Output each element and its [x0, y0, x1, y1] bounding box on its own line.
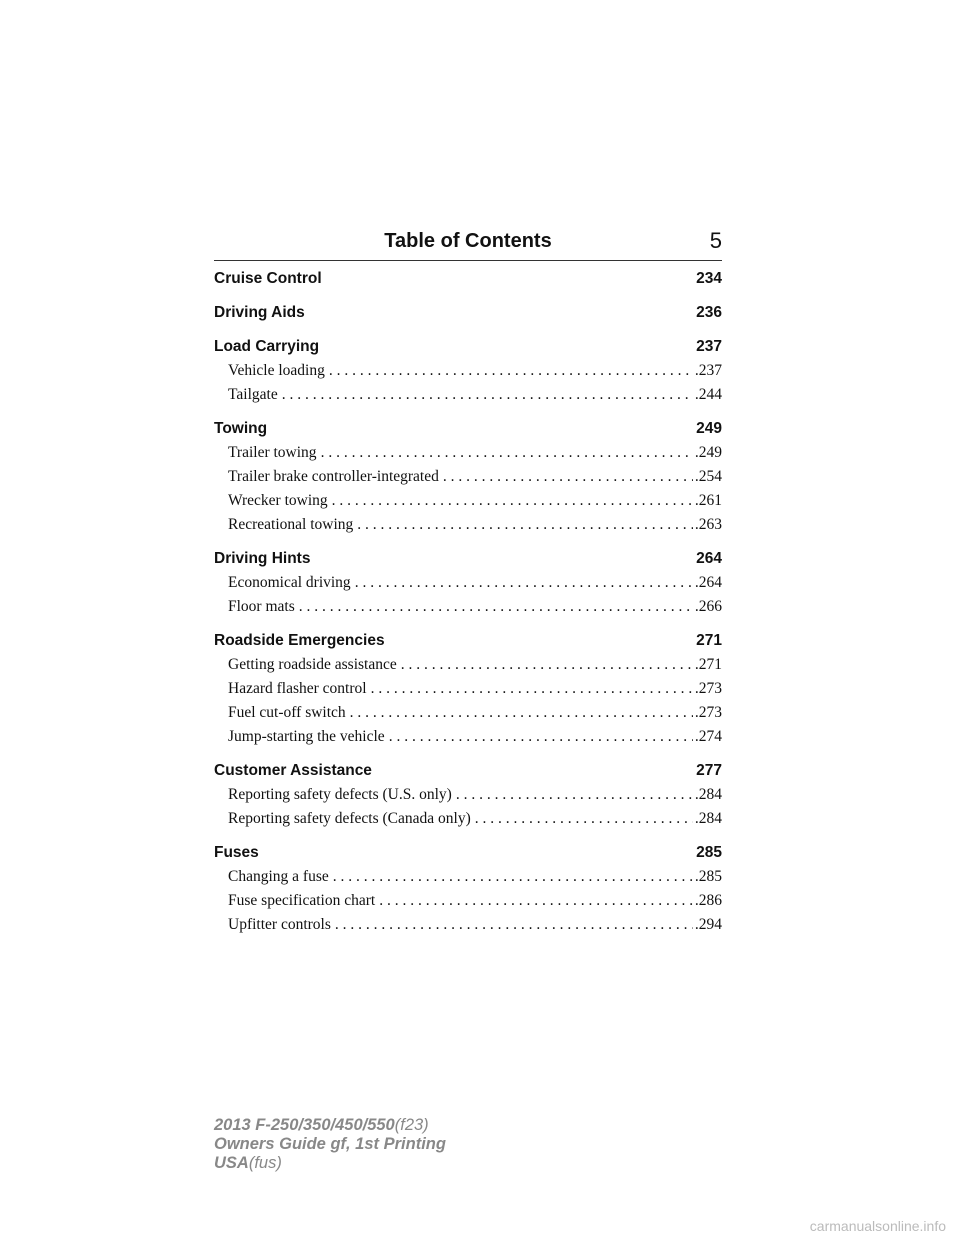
entry-page: .261	[694, 492, 722, 509]
toc-entry[interactable]	[228, 677, 722, 701]
toc-section-heading[interactable]	[214, 758, 722, 783]
entry-page: .273	[694, 680, 722, 697]
section-page: 264	[696, 550, 722, 567]
dot-leader	[379, 889, 693, 913]
toc-section	[214, 758, 722, 831]
toc-entry[interactable]	[228, 653, 722, 677]
entry-label: Getting roadside assistance	[228, 656, 397, 673]
dot-leader	[443, 465, 693, 489]
entry-label: Changing a fuse	[228, 868, 329, 885]
entry-label: Reporting safety defects (U.S. only)	[228, 786, 452, 803]
section-title: Driving Aids	[214, 304, 305, 321]
toc-section	[214, 266, 722, 291]
entry-label: Fuse specification chart	[228, 892, 376, 909]
toc-section-heading[interactable]	[214, 300, 722, 325]
entry-label: Tailgate	[228, 386, 278, 403]
entry-label: Jump-starting the vehicle	[228, 728, 385, 745]
dot-leader	[332, 489, 693, 513]
toc-section-heading[interactable]	[214, 416, 722, 441]
section-title: Roadside Emergencies	[214, 632, 385, 649]
toc-section	[214, 628, 722, 749]
dot-leader	[329, 359, 693, 383]
toc-entry[interactable]	[228, 913, 722, 937]
toc-section-heading[interactable]	[214, 334, 722, 359]
entry-page: .263	[694, 516, 722, 533]
entry-label: Reporting safety defects (Canada only)	[228, 810, 471, 827]
footer-line-3: USA(fus)	[214, 1154, 282, 1172]
dot-leader	[350, 701, 693, 725]
entry-label: Upfitter controls	[228, 916, 331, 933]
dot-leader	[371, 677, 693, 701]
dot-leader	[389, 725, 693, 749]
section-title: Fuses	[214, 844, 259, 861]
toc-entry[interactable]	[228, 383, 722, 407]
toc-entry[interactable]	[228, 783, 722, 807]
toc-section	[214, 546, 722, 619]
toc-entry[interactable]	[228, 359, 722, 383]
toc-entry[interactable]	[228, 489, 722, 513]
section-title: Customer Assistance	[214, 762, 372, 779]
toc-section	[214, 300, 722, 325]
entry-label: Floor mats	[228, 598, 295, 615]
dot-leader	[333, 865, 693, 889]
entry-page: .273	[694, 704, 722, 721]
dot-leader	[299, 595, 693, 619]
dot-leader	[475, 807, 693, 831]
section-page: 234	[696, 270, 722, 287]
entry-page: .286	[694, 892, 722, 909]
section-page: 237	[696, 338, 722, 355]
dot-leader	[357, 513, 693, 537]
entry-page: .264	[694, 574, 722, 591]
entry-label: Vehicle loading	[228, 362, 325, 379]
dot-leader	[321, 441, 693, 465]
entry-page: .266	[694, 598, 722, 615]
entry-label: Wrecker towing	[228, 492, 328, 509]
toc-section-heading[interactable]	[214, 546, 722, 571]
entry-page: .285	[694, 868, 722, 885]
section-title: Driving Hints	[214, 550, 311, 567]
toc-section	[214, 334, 722, 407]
toc-section	[214, 840, 722, 937]
toc-entry[interactable]	[228, 595, 722, 619]
toc-entry[interactable]	[228, 513, 722, 537]
entry-page: .284	[694, 786, 722, 803]
entry-label: Fuel cut-off switch	[228, 704, 346, 721]
entry-page: .274	[694, 728, 722, 745]
dot-leader	[355, 571, 693, 595]
section-title: Load Carrying	[214, 338, 320, 355]
footer-line-2: Owners Guide gf, 1st Printing	[214, 1135, 446, 1153]
toc-section-heading[interactable]	[214, 628, 722, 653]
toc-entry[interactable]	[228, 807, 722, 831]
entry-page: .294	[694, 916, 722, 933]
table-of-contents	[214, 266, 722, 946]
toc-entry[interactable]	[228, 865, 722, 889]
page-title: Table of Contents	[384, 230, 552, 252]
footer-line-1: 2013 F-250/350/450/550(f23)	[214, 1116, 429, 1134]
entry-page: .271	[694, 656, 722, 673]
footer	[214, 1116, 446, 1173]
toc-entry[interactable]	[228, 701, 722, 725]
section-page: 277	[696, 762, 722, 779]
entry-label: Trailer towing	[228, 444, 317, 461]
entry-page: .237	[694, 362, 722, 379]
page-header	[214, 228, 722, 261]
section-title: Towing	[214, 420, 268, 437]
section-page: 271	[696, 632, 722, 649]
section-page: 285	[696, 844, 722, 861]
section-page: 236	[696, 304, 722, 321]
entry-label: Trailer brake controller-integrated	[228, 468, 439, 485]
toc-section-heading[interactable]	[214, 840, 722, 865]
section-title: Cruise Control	[214, 270, 322, 287]
section-page: 249	[696, 420, 722, 437]
entry-label: Hazard flasher control	[228, 680, 367, 697]
entry-page: .254	[694, 468, 722, 485]
entry-page: .284	[694, 810, 722, 827]
toc-section-heading[interactable]	[214, 266, 722, 291]
entry-label: Recreational towing	[228, 516, 354, 533]
dot-leader	[401, 653, 693, 677]
toc-entry[interactable]	[228, 889, 722, 913]
page-number: 5	[709, 228, 722, 253]
watermark: carmanualsonline.info	[809, 1218, 946, 1234]
dot-leader	[456, 783, 693, 807]
dot-leader	[335, 913, 693, 937]
dot-leader	[282, 383, 693, 407]
toc-entry[interactable]	[228, 441, 722, 465]
entry-page: .244	[694, 386, 722, 403]
toc-entry[interactable]	[228, 725, 722, 749]
entry-label: Economical driving	[228, 574, 351, 591]
toc-entry[interactable]	[228, 465, 722, 489]
toc-section	[214, 416, 722, 537]
toc-entry[interactable]	[228, 571, 722, 595]
entry-page: .249	[694, 444, 722, 461]
